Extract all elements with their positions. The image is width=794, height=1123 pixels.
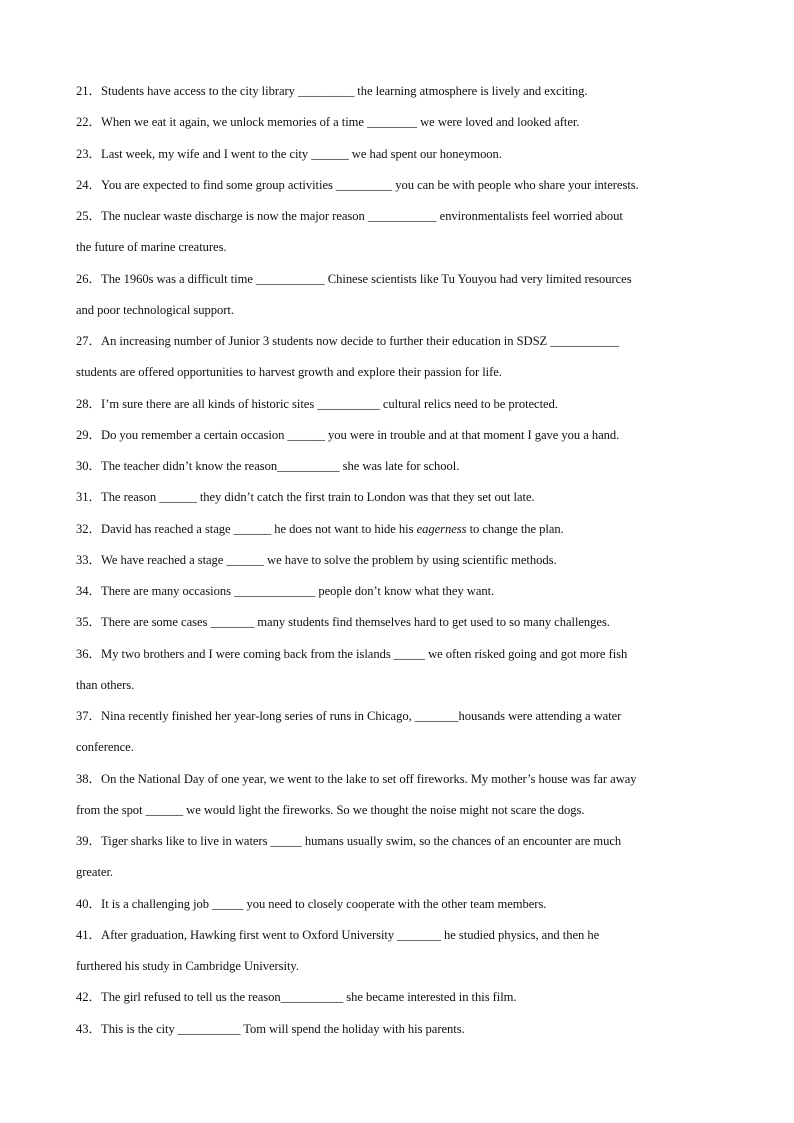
question-text: Last week, my wife and I went to the city ______ we had spent our honeymoon. xyxy=(101,146,502,161)
question-text: and poor technological support. xyxy=(76,302,234,317)
question-text: The teacher didn’t know the reason__________ she was late for school. xyxy=(101,459,460,473)
question-line xyxy=(76,329,726,360)
question-text: There are many occasions _____________ people don’t know what they want. xyxy=(101,584,495,598)
question-continuation xyxy=(76,860,726,891)
question-text: from the spot ______ we would light the fireworks. So we thought the noise might not scare the dogs. xyxy=(76,802,585,817)
question-line xyxy=(76,610,726,641)
question-number: 31． xyxy=(76,490,102,505)
question-line xyxy=(76,985,726,1016)
question-continuation xyxy=(76,360,726,391)
question-text: You are expected to find some group activities _________ you can be with people who share your interests. xyxy=(101,177,639,192)
question-number: 42． xyxy=(76,990,102,1005)
question-continuation xyxy=(76,298,726,329)
question-line xyxy=(76,892,726,923)
question-number: 35． xyxy=(76,615,102,630)
question-line xyxy=(76,79,726,110)
question-continuation xyxy=(76,235,726,266)
question-number: 29． xyxy=(76,427,102,442)
question-number: 41． xyxy=(76,927,102,942)
question-line xyxy=(76,829,726,860)
question-line xyxy=(76,423,726,454)
question-text: After graduation, Hawking first went to Oxford University _______ he studied physics, and then he xyxy=(101,927,600,942)
question-text: students are offered opportunities to harvest growth and explore their passion for life. xyxy=(76,365,502,380)
question-number: 27． xyxy=(76,334,102,348)
question-number: 36． xyxy=(76,646,102,661)
question-text: I’m sure there are all kinds of historic sites __________ cultural relics need to be protected. xyxy=(101,396,558,411)
question-number: 23． xyxy=(76,146,102,161)
question-line xyxy=(76,392,726,423)
question-number: 26． xyxy=(76,271,102,286)
question-line xyxy=(76,923,726,954)
question-line xyxy=(76,1017,726,1048)
question-continuation xyxy=(76,735,726,766)
question-number: 21． xyxy=(76,84,102,98)
question-text: greater. xyxy=(76,865,114,880)
question-number: 24． xyxy=(76,177,102,192)
question-text: When we eat it again, we unlock memories of a time ________ we were loved and looked after. xyxy=(101,115,580,130)
question-text: furthered his study in Cambridge University. xyxy=(76,959,299,973)
question-text: Nina recently finished her year-long series of runs in Chicago, _______housands were attending a water xyxy=(101,709,622,723)
question-line xyxy=(76,642,726,673)
question-continuation xyxy=(76,954,726,985)
question-number: 25． xyxy=(76,209,102,223)
question-text: David has reached a stage ______ he does not want to hide his eagerness to change the plan. xyxy=(101,521,564,536)
question-number: 32． xyxy=(76,521,102,536)
question-text: The nuclear waste discharge is now the major reason ___________ environmentalists feel worried about xyxy=(101,209,623,223)
question-line xyxy=(76,110,726,141)
question-number: 22． xyxy=(76,115,102,130)
question-text: conference. xyxy=(76,740,134,755)
question-number: 39． xyxy=(76,834,102,848)
question-text: Do you remember a certain occasion ______ you were in trouble and at that moment I gave you a hand. xyxy=(101,427,620,442)
question-text: An increasing number of Junior 3 students now decide to further their education in SDSZ ___________ xyxy=(101,334,619,348)
emphasized-word: eagerness xyxy=(416,521,467,536)
question-number: 38． xyxy=(76,771,102,786)
question-continuation xyxy=(76,798,726,829)
question-text: We have reached a stage ______ we have to solve the problem by using scientific methods. xyxy=(101,552,557,567)
question-continuation xyxy=(76,673,726,704)
question-number: 28． xyxy=(76,396,102,411)
question-line xyxy=(76,454,726,485)
question-text: than others. xyxy=(76,677,135,692)
question-text: Tiger sharks like to live in waters _____ humans usually swim, so the chances of an encounter are much xyxy=(101,834,622,848)
question-text: Students have access to the city library _________ the learning atmosphere is lively and exciting. xyxy=(101,84,588,98)
question-line xyxy=(76,704,726,735)
question-line xyxy=(76,767,726,798)
question-number: 37． xyxy=(76,709,102,723)
question-line xyxy=(76,173,726,204)
question-line xyxy=(76,548,726,579)
question-text: The girl refused to tell us the reason__________ she became interested in this film. xyxy=(101,990,517,1005)
question-line xyxy=(76,517,726,548)
question-text: This is the city __________ Tom will spend the holiday with his parents. xyxy=(101,1021,465,1036)
question-number: 43． xyxy=(76,1021,102,1036)
question-text: It is a challenging job _____ you need to closely cooperate with the other team members. xyxy=(101,896,547,911)
question-line xyxy=(76,142,726,173)
question-number: 40． xyxy=(76,896,102,911)
question-text: The 1960s was a difficult time ___________ Chinese scientists like Tu Youyou had very limited resources xyxy=(101,271,632,286)
question-number: 30． xyxy=(76,459,102,473)
question-text: My two brothers and I were coming back from the islands _____ we often risked going and got more fish xyxy=(101,646,628,661)
question-line xyxy=(76,267,726,298)
question-text: On the National Day of one year, we went to the lake to set off fireworks. My mother’s house was far away xyxy=(101,771,637,786)
question-number: 33． xyxy=(76,552,102,567)
question-line xyxy=(76,204,726,235)
exercise-page xyxy=(76,79,726,1048)
question-text: the future of marine creatures. xyxy=(76,240,227,255)
question-text: There are some cases _______ many students find themselves hard to get used to so many challenges. xyxy=(101,615,610,630)
question-text: The reason ______ they didn’t catch the first train to London was that they set out late. xyxy=(101,490,535,505)
question-number: 34． xyxy=(76,584,102,598)
question-line xyxy=(76,485,726,516)
question-line xyxy=(76,579,726,610)
